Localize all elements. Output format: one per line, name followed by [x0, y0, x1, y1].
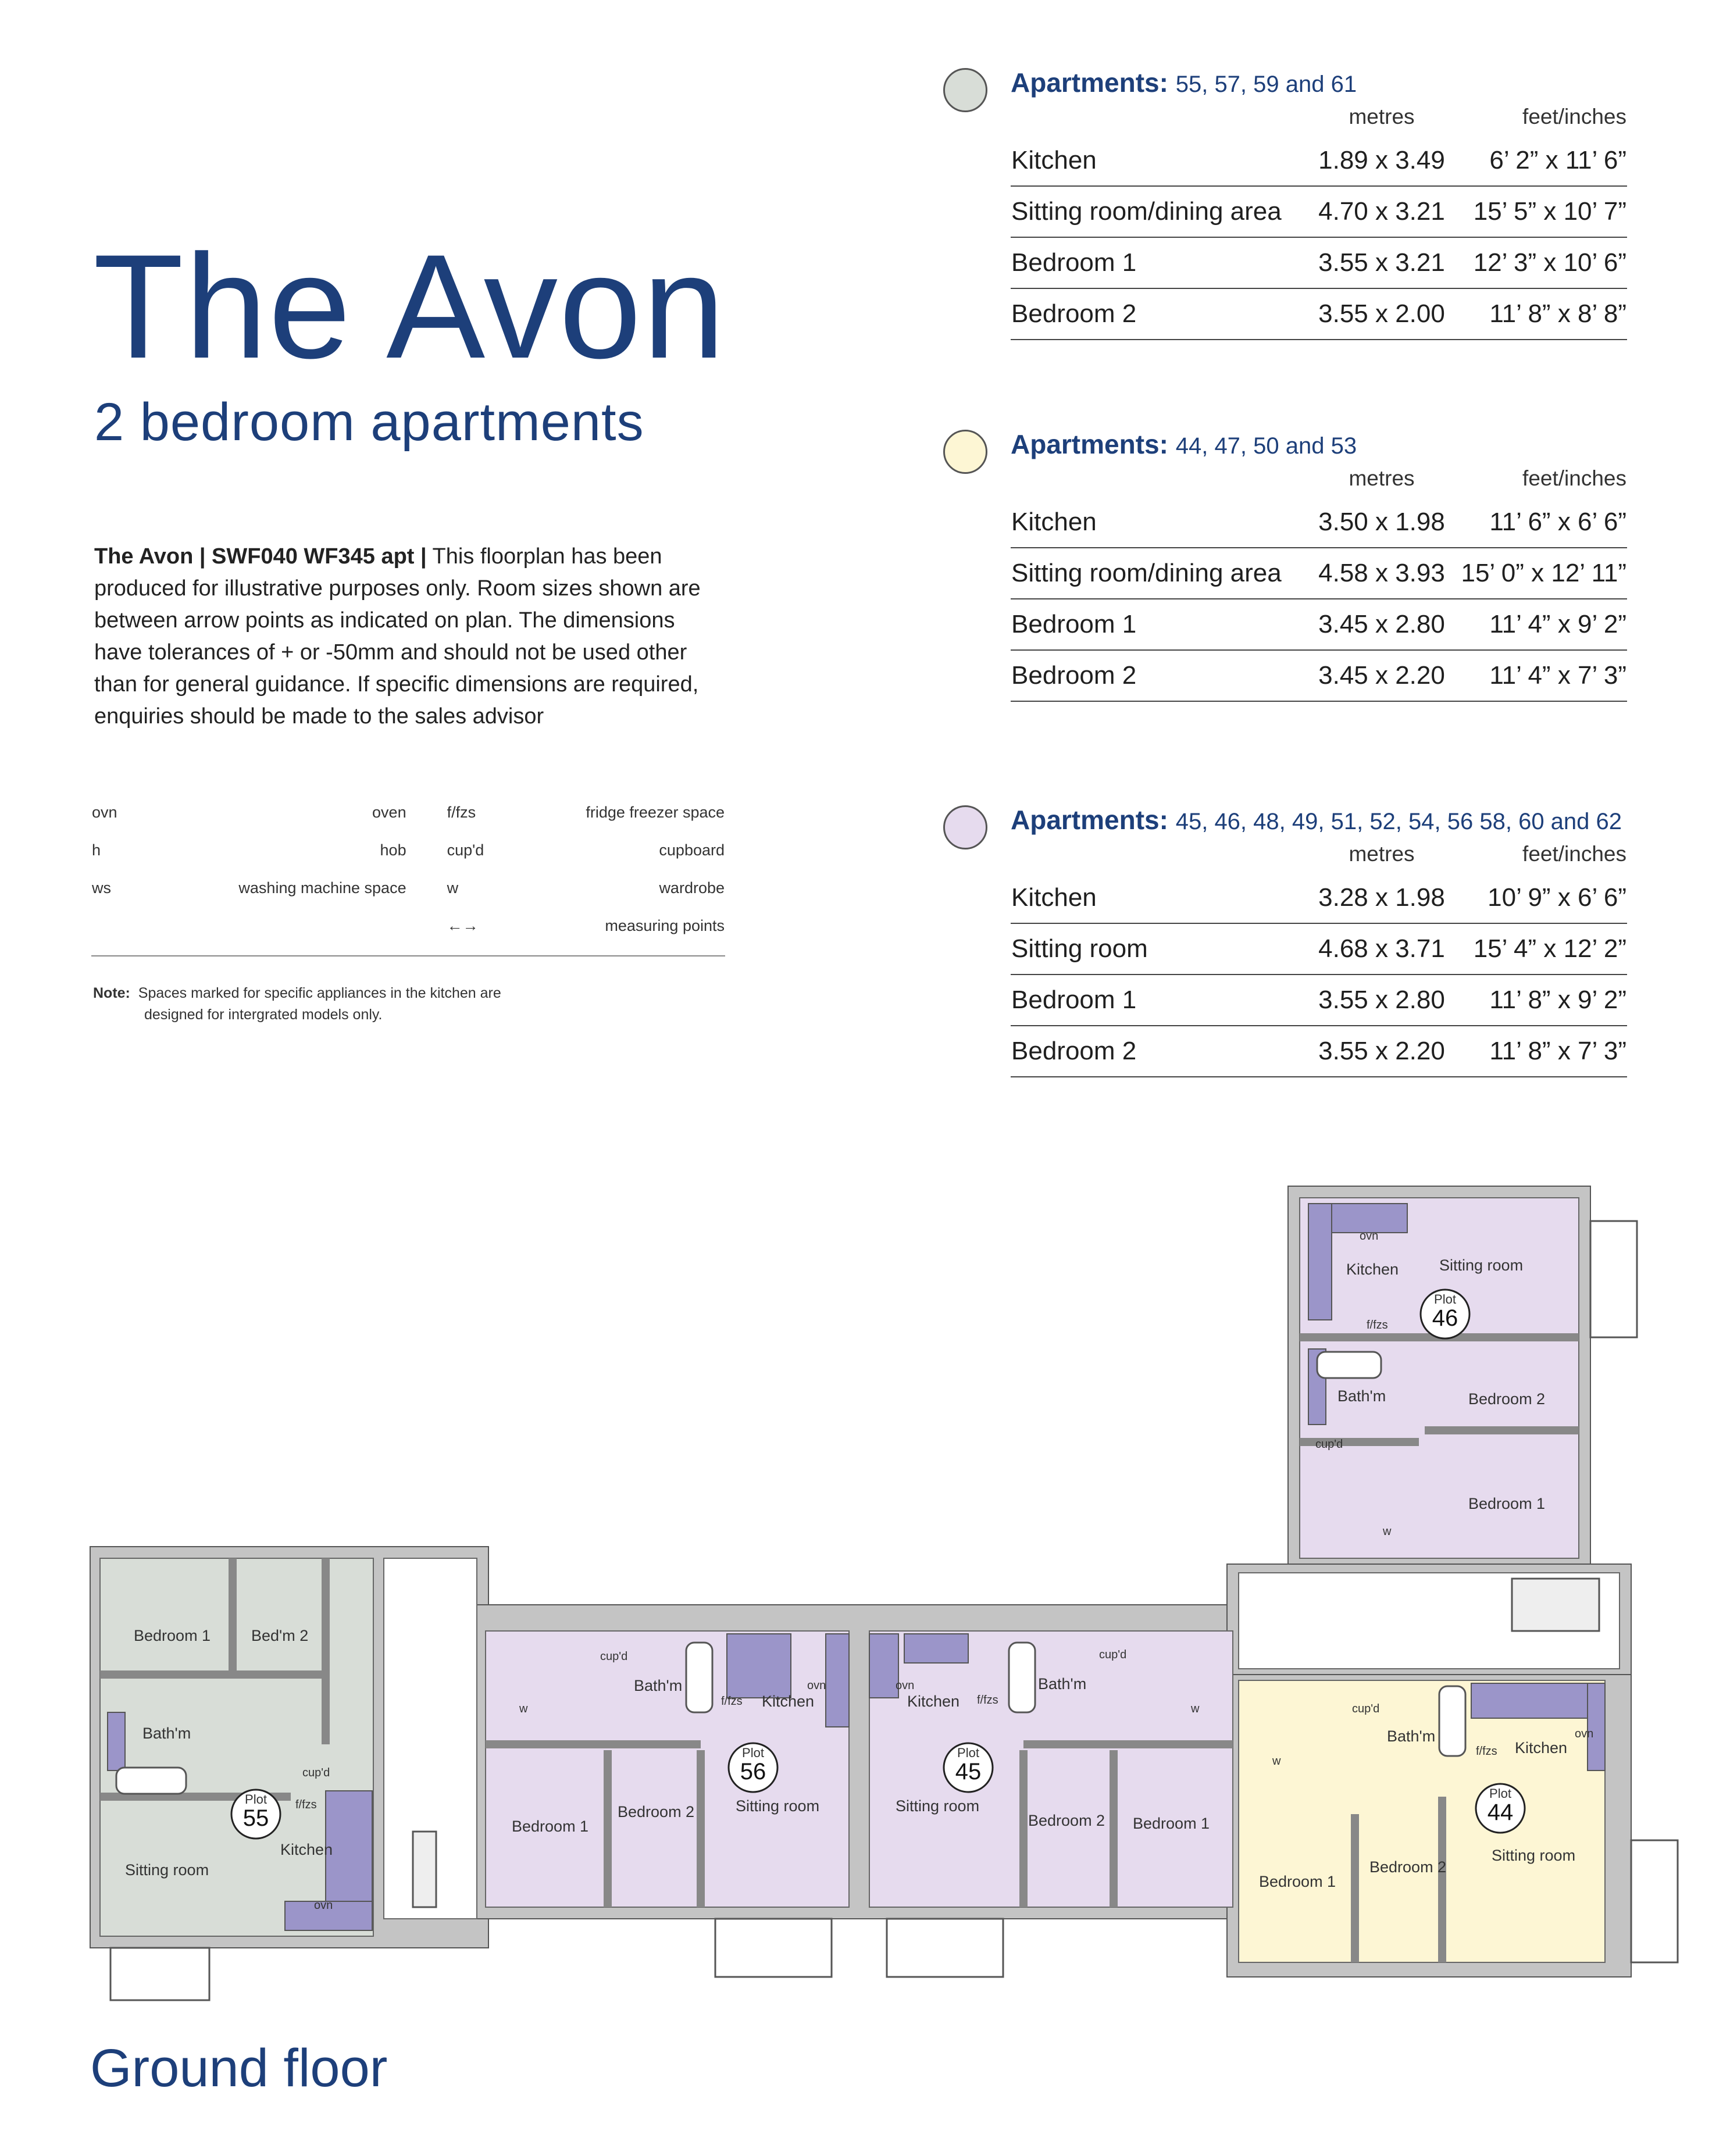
plot-46-w: w	[1383, 1525, 1392, 1538]
plot-46-kitchen: Kitchen	[1346, 1261, 1399, 1278]
description-text: This floorplan has been produced for illustrative purposes only. Room sizes shown are between arrow points as indicated on plan. The dimensions have tolerances of + or -50mm and should not be used other than for general guidance. If specific dimensions are required, enquiries should be made to the sales advisor	[94, 544, 701, 729]
legend-value: cupboard	[659, 841, 725, 859]
balcony-46	[1590, 1221, 1637, 1337]
col-metres: metres	[1349, 466, 1415, 490]
room-feet: 11’ 8” x 7’ 3”	[1449, 1026, 1627, 1077]
room-feet: 11’ 6” x 6’ 6”	[1449, 497, 1627, 548]
balcony-55	[110, 1948, 209, 2000]
plot-44-bedroom1: Bedroom 1	[1259, 1873, 1336, 1890]
plot-46-cupd: cup'd	[1315, 1438, 1343, 1451]
room-metres: 4.70 x 3.21	[1314, 186, 1449, 237]
plot-45-bathm: Bath'm	[1038, 1675, 1087, 1693]
page-title: The Avon	[93, 224, 726, 390]
legend-key: f/fzs	[447, 804, 476, 821]
note-line: Spaces marked for specific appliances in the kitchen are	[138, 985, 501, 1001]
plot-number: 56	[740, 1759, 766, 1784]
plot-word: Plot	[742, 1745, 764, 1760]
col-feet: feet/inches	[1522, 842, 1626, 866]
plot-45-ffzs: f/fzs	[977, 1694, 998, 1707]
apartment-numbers: 45, 46, 48, 49, 51, 52, 54, 56 58, 60 and 62	[1175, 809, 1622, 834]
plot-45-cupd: cup'd	[1099, 1648, 1127, 1661]
measuring-points-icon: ←→	[447, 917, 479, 934]
plot-46-bathm: Bath'm	[1337, 1387, 1386, 1405]
kitchen-44-side	[1588, 1683, 1605, 1771]
plot-56-area	[486, 1631, 849, 1907]
apartment-label: Apartments:	[1011, 67, 1168, 98]
note-label: Note:	[93, 985, 130, 1001]
stair-corridor-icon	[1512, 1579, 1599, 1631]
plot-44-area	[1239, 1680, 1605, 1962]
room-feet: 12’ 3” x 10’ 6”	[1449, 237, 1627, 288]
room-name: Sitting room/dining area	[1011, 548, 1314, 599]
plot-badge-46	[1421, 1290, 1469, 1338]
legend-value: oven	[372, 804, 406, 821]
kitchen-45-fit	[869, 1634, 898, 1698]
legend-value: measuring points	[605, 917, 725, 934]
legend-key: cup'd	[447, 841, 484, 859]
plot-55-bedroom1: Bedroom 1	[134, 1627, 211, 1644]
room-feet: 10’ 9” x 6’ 6”	[1449, 873, 1627, 923]
plot-56-ffzs: f/fzs	[721, 1695, 743, 1708]
room-metres: 3.50 x 1.98	[1314, 497, 1449, 548]
legend-value: washing machine space	[238, 879, 406, 897]
description-bold: The Avon | SWF040 WF345 apt |	[94, 544, 427, 569]
plot-badge-55	[231, 1790, 280, 1839]
plot-44-ovn: ovn	[1575, 1727, 1594, 1740]
plot-46-ffzs: f/fzs	[1367, 1319, 1388, 1332]
kitchen-56-fit	[727, 1634, 791, 1698]
plot-55-cupd: cup'd	[302, 1766, 330, 1779]
plot-45-area	[869, 1631, 1233, 1907]
room-name: Kitchen	[1011, 135, 1314, 186]
plot-45-bedroom1: Bedroom 1	[1133, 1815, 1210, 1832]
bath-55-icon	[108, 1712, 125, 1771]
col-feet: feet/inches	[1522, 466, 1626, 490]
kitchen-56-side	[826, 1634, 849, 1727]
bath-45	[1009, 1643, 1035, 1712]
plot-44-sitting: Sitting room	[1492, 1847, 1576, 1864]
plot-46-ovn: ovn	[1360, 1230, 1379, 1243]
room-name: Kitchen	[1011, 497, 1314, 548]
page-subtitle: 2 bedroom apartments	[94, 392, 644, 452]
plot-number: 45	[955, 1759, 982, 1784]
plot-word: Plot	[957, 1745, 979, 1760]
plot-word: Plot	[1434, 1292, 1456, 1307]
room-feet: 6’ 2” x 11’ 6”	[1449, 135, 1627, 186]
plot-46-bedroom1: Bedroom 1	[1468, 1495, 1546, 1512]
plot-55-bathm: Bath'm	[142, 1725, 191, 1742]
plot-44-bedroom2: Bedroom 2	[1369, 1858, 1447, 1876]
room-metres: 3.28 x 1.98	[1314, 873, 1449, 923]
plot-46-sitting: Sitting room	[1439, 1257, 1524, 1274]
bath-46	[1317, 1352, 1381, 1378]
stair-icon	[413, 1832, 436, 1907]
room-metres: 3.55 x 3.21	[1314, 237, 1449, 288]
legend-key: w	[447, 879, 459, 897]
plot-45-ovn: ovn	[896, 1679, 915, 1692]
balcony-44	[1631, 1840, 1678, 1962]
apartment-numbers: 44, 47, 50 and 53	[1175, 433, 1357, 459]
col-metres: metres	[1349, 105, 1415, 128]
plot-56-ovn: ovn	[807, 1679, 826, 1692]
plot-number: 55	[242, 1805, 269, 1831]
col-metres: metres	[1349, 842, 1415, 866]
plot-44-bathm: Bath'm	[1387, 1727, 1436, 1745]
room-feet: 15’ 4” x 12’ 2”	[1449, 923, 1627, 975]
plot-56-bedroom2: Bedroom 2	[618, 1803, 695, 1821]
bath-44	[1439, 1686, 1465, 1756]
kitchen-44-fit	[1471, 1683, 1605, 1718]
plot-badge-44	[1476, 1784, 1525, 1833]
room-name: Bedroom 1	[1011, 975, 1314, 1026]
plot-number: 44	[1487, 1800, 1514, 1825]
legend-key: ovn	[92, 804, 117, 821]
room-metres: 3.55 x 2.00	[1314, 288, 1449, 340]
room-metres: 1.89 x 3.49	[1314, 135, 1449, 186]
plot-44-w: w	[1272, 1755, 1281, 1768]
plot-44-kitchen: Kitchen	[1515, 1739, 1568, 1757]
room-feet: 11’ 4” x 7’ 3”	[1449, 650, 1627, 701]
plot-56-kitchen: Kitchen	[762, 1693, 815, 1710]
room-feet: 15’ 0” x 12’ 11”	[1449, 548, 1627, 599]
room-name: Bedroom 1	[1011, 599, 1314, 650]
plot-45-kitchen: Kitchen	[907, 1693, 960, 1710]
apartment-label: Apartments:	[1011, 805, 1168, 835]
kitchen-46-side	[1308, 1204, 1332, 1320]
plot-56-w: w	[519, 1702, 528, 1715]
plot-55-bedm2: Bed'm 2	[251, 1627, 309, 1644]
note-line: designed for intergrated models only.	[144, 1006, 383, 1023]
plot-55-ffzs: f/fzs	[295, 1798, 317, 1811]
legend-value: wardrobe	[659, 879, 725, 897]
plot-56-cupd: cup'd	[600, 1650, 628, 1663]
plot-word: Plot	[1489, 1786, 1511, 1801]
room-feet: 11’ 8” x 8’ 8”	[1449, 288, 1627, 340]
plot-number: 46	[1432, 1305, 1458, 1331]
room-metres: 3.55 x 2.80	[1314, 975, 1449, 1026]
room-metres: 4.58 x 3.93	[1314, 548, 1449, 599]
legend-key: h	[92, 841, 101, 859]
room-feet: 11’ 8” x 9’ 2”	[1449, 975, 1627, 1026]
room-metres: 3.45 x 2.80	[1314, 599, 1449, 650]
plot-44-cupd: cup'd	[1352, 1702, 1380, 1715]
room-feet: 15’ 5” x 10’ 7”	[1449, 186, 1627, 237]
legend-value: fridge freezer space	[586, 804, 725, 821]
plot-badge-56	[729, 1743, 777, 1792]
bath-56	[686, 1643, 712, 1712]
room-name: Sitting room	[1011, 923, 1314, 975]
balcony-56	[715, 1919, 832, 1977]
plot-55-sitting: Sitting room	[125, 1861, 209, 1879]
room-name: Bedroom 1	[1011, 237, 1314, 288]
plot-55-kitchen: Kitchen	[280, 1841, 333, 1858]
room-name: Bedroom 2	[1011, 288, 1314, 340]
room-name: Bedroom 2	[1011, 1026, 1314, 1077]
plot-45-sitting: Sitting room	[896, 1797, 980, 1815]
room-name: Bedroom 2	[1011, 650, 1314, 701]
room-name: Sitting room/dining area	[1011, 186, 1314, 237]
plot-44-ffzs: f/fzs	[1476, 1745, 1497, 1758]
plot-56-bathm: Bath'm	[634, 1677, 683, 1694]
col-feet: feet/inches	[1522, 105, 1626, 128]
bath-55	[116, 1768, 186, 1794]
legend-key: ws	[92, 879, 111, 897]
ground-floor-label: Ground floor	[90, 2039, 388, 2098]
balcony-45	[887, 1919, 1003, 1977]
room-metres: 3.55 x 2.20	[1314, 1026, 1449, 1077]
plot-word: Plot	[245, 1792, 267, 1807]
plot-45-w: w	[1191, 1702, 1200, 1715]
legend-value: hob	[380, 841, 406, 859]
kitchen-45-top	[904, 1634, 968, 1663]
plot-badge-45	[944, 1743, 993, 1792]
room-metres: 4.68 x 3.71	[1314, 923, 1449, 975]
room-feet: 11’ 4” x 9’ 2”	[1449, 599, 1627, 650]
plot-56-sitting: Sitting room	[736, 1797, 820, 1815]
room-metres: 3.45 x 2.20	[1314, 650, 1449, 701]
apartment-numbers: 55, 57, 59 and 61	[1175, 72, 1357, 97]
plot-46-bedroom2: Bedroom 2	[1468, 1390, 1546, 1408]
room-name: Kitchen	[1011, 873, 1314, 923]
plot-45-bedroom2: Bedroom 2	[1028, 1812, 1105, 1829]
apartment-label: Apartments:	[1011, 429, 1168, 459]
plot-55-ovn: ovn	[314, 1899, 333, 1912]
plot-56-bedroom1: Bedroom 1	[512, 1818, 589, 1835]
